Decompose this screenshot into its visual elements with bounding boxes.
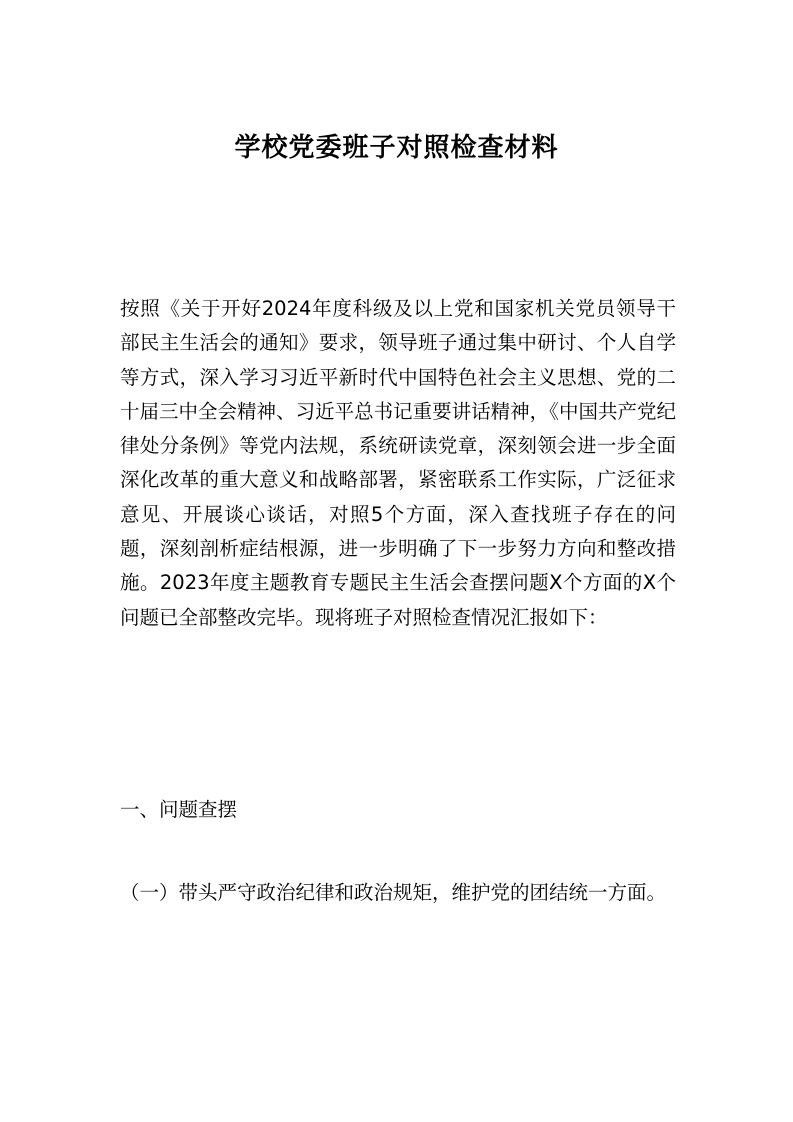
document-title: 学校党委班子对照检查材料	[234, 133, 559, 163]
intro-paragraph: 按照《关于开好2024年度科级及以上党和国家机关党员领导干部民主生活会的通知》要求，领导班子通过集中研讨、个人自学等方式，深入学习习近平新时代中国特色社会主义思想、党的二十届三中全会精神、习近平总书记重要讲话精神，《中国共产党纪律处分条例》等党内法规，系统研读党章，深刻领会进一步全面深化改革的重大意义和战略部署，紧密联系工作实际，广泛征求意见、开展谈心谈话，对照5个方面，深入查找班子存在的问题，深刻剖析症结根源，进一步明确了下一步努力方向和整改措施。2023年度主题教育专题民主生活会查摆问题X个方面的X个问题已全部整改完毕。现将班子对照检查情况汇报如下：	[120, 297, 676, 629]
subsection-heading: （一）带头严守政治纪律和政治规矩，维护党的团结统一方面。	[120, 881, 667, 904]
section-heading: 一、问题查摆	[120, 798, 238, 821]
